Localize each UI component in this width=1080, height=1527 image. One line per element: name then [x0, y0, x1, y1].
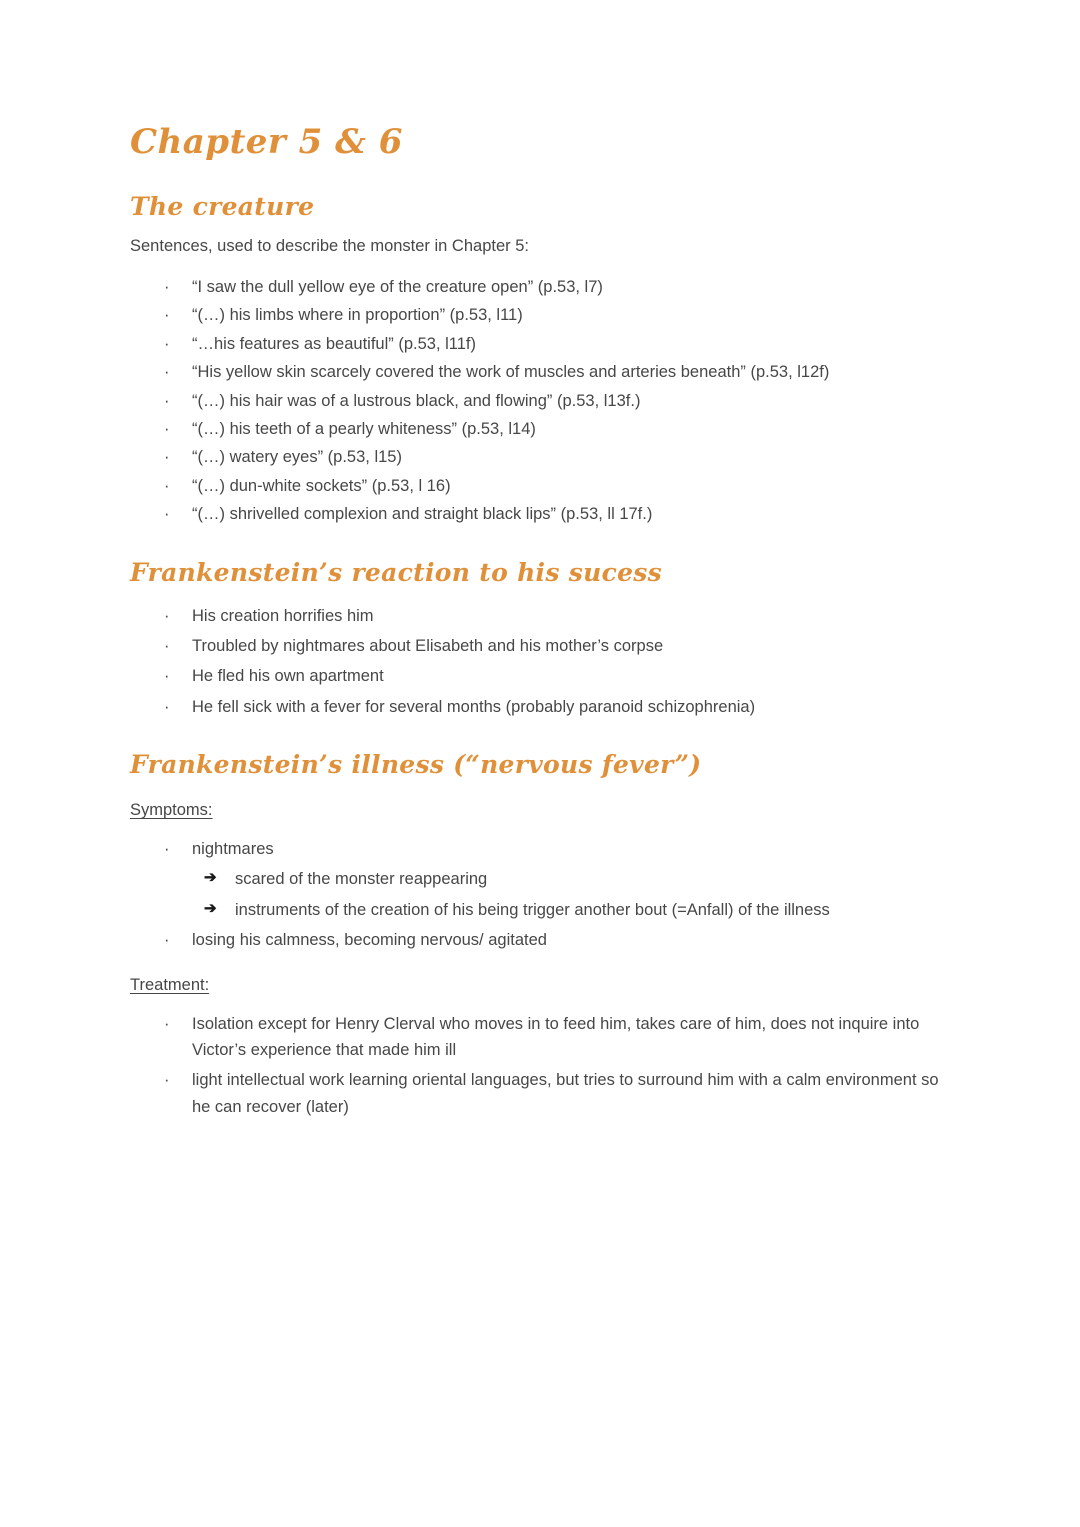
symptoms-list — [130, 836, 952, 954]
treatment-text: Isolation except for Henry Clerval who moves in to feed him, takes care of him, does not inquire into Victor’s experience that made him ill — [192, 1014, 920, 1060]
list-item — [130, 663, 952, 689]
treatment-list — [130, 1011, 952, 1121]
quote-text: “(…) his limbs where in proportion” (p.53, l11) — [192, 306, 523, 325]
arrow-icon: ➔ — [204, 899, 217, 917]
reaction-text: Troubled by nightmares about Elisabeth and his mother’s corpse — [192, 636, 664, 655]
creature-quote-list — [130, 274, 952, 528]
list-item — [130, 302, 952, 328]
list-item — [130, 1011, 952, 1064]
bullet-icon: · — [164, 306, 170, 325]
bullet-icon: · — [164, 419, 170, 438]
list-item — [130, 473, 952, 499]
symptoms-label: Symptoms: — [130, 801, 213, 820]
bullet-icon: · — [164, 391, 170, 410]
bullet-icon: · — [164, 697, 170, 716]
bullet-icon: · — [164, 1014, 170, 1033]
symptom-text: instruments of the creation of his being trigger another bout (=Anfall) of the illness — [235, 900, 830, 919]
list-item — [130, 331, 952, 357]
section-heading-reaction: Frankenstein’s reaction to his sucess — [130, 557, 663, 587]
list-item — [130, 927, 952, 953]
symptom-text: nightmares — [192, 840, 274, 859]
treatment-text: light intellectual work learning oriental languages, but tries to surround him with a calm environment so he can recover (later) — [192, 1071, 939, 1116]
bullet-icon: · — [164, 840, 170, 859]
bullet-icon: · — [164, 448, 170, 467]
list-item — [130, 603, 952, 629]
creature-intro-text: Sentences, used to describe the monster in Chapter 5: — [130, 237, 529, 255]
list-item — [130, 694, 952, 720]
treatment-label: Treatment: — [130, 975, 210, 994]
bullet-icon: · — [164, 606, 170, 625]
page-title: Chapter 5 & 6 — [130, 122, 403, 162]
bullet-icon: · — [164, 1071, 170, 1090]
quote-text: “I saw the dull yellow eye of the creature open” (p.53, l7) — [192, 278, 603, 296]
list-item — [130, 633, 952, 659]
quote-text: “…his features as beautiful” (p.53, l11f) — [192, 334, 476, 353]
list-item — [130, 359, 952, 385]
quote-text: “(…) dun-white sockets” (p.53, l 16) — [192, 476, 451, 495]
bullet-icon: · — [164, 363, 170, 382]
quote-text: “(…) watery eyes” (p.53, l15) — [192, 448, 402, 467]
arrow-icon: ➔ — [204, 869, 217, 887]
list-item — [130, 416, 952, 442]
reaction-list — [130, 603, 952, 721]
reaction-text: He fell sick with a fever for several months (probably paranoid schizophrenia) — [192, 697, 756, 716]
bullet-icon: · — [164, 931, 170, 950]
reaction-text: He fled his own apartment — [192, 667, 384, 686]
symptom-text: scared of the monster reappearing — [235, 870, 488, 889]
bullet-icon: · — [164, 667, 170, 686]
bullet-icon: · — [164, 278, 170, 296]
list-item-sub — [130, 897, 952, 923]
quote-text: “His yellow skin scarcely covered the work of muscles and arteries beneath” (p.53, l12f) — [192, 363, 830, 382]
list-item — [130, 444, 952, 470]
quote-text: “(…) shrivelled complexion and straight black lips” (p.53, ll 17f.) — [192, 505, 653, 524]
reaction-text: His creation horrifies him — [192, 606, 374, 625]
bullet-icon: · — [164, 334, 170, 353]
quote-text: “(…) his teeth of a pearly whiteness” (p.53, l14) — [192, 419, 536, 438]
list-item — [130, 1067, 952, 1120]
bullet-icon: · — [164, 476, 170, 495]
list-item-sub — [130, 866, 952, 892]
symptom-text: losing his calmness, becoming nervous/ agitated — [192, 931, 547, 950]
list-item — [130, 388, 952, 414]
list-item — [130, 836, 952, 862]
bullet-icon: · — [164, 505, 170, 524]
quote-text: “(…) his hair was of a lustrous black, and flowing” (p.53, l13f.) — [192, 391, 641, 410]
bullet-icon: · — [164, 636, 170, 655]
list-item — [130, 501, 952, 527]
section-heading-illness: Frankenstein’s illness (“nervous fever”) — [130, 750, 702, 780]
section-heading-creature: The creature — [130, 192, 315, 221]
list-item — [130, 274, 952, 300]
